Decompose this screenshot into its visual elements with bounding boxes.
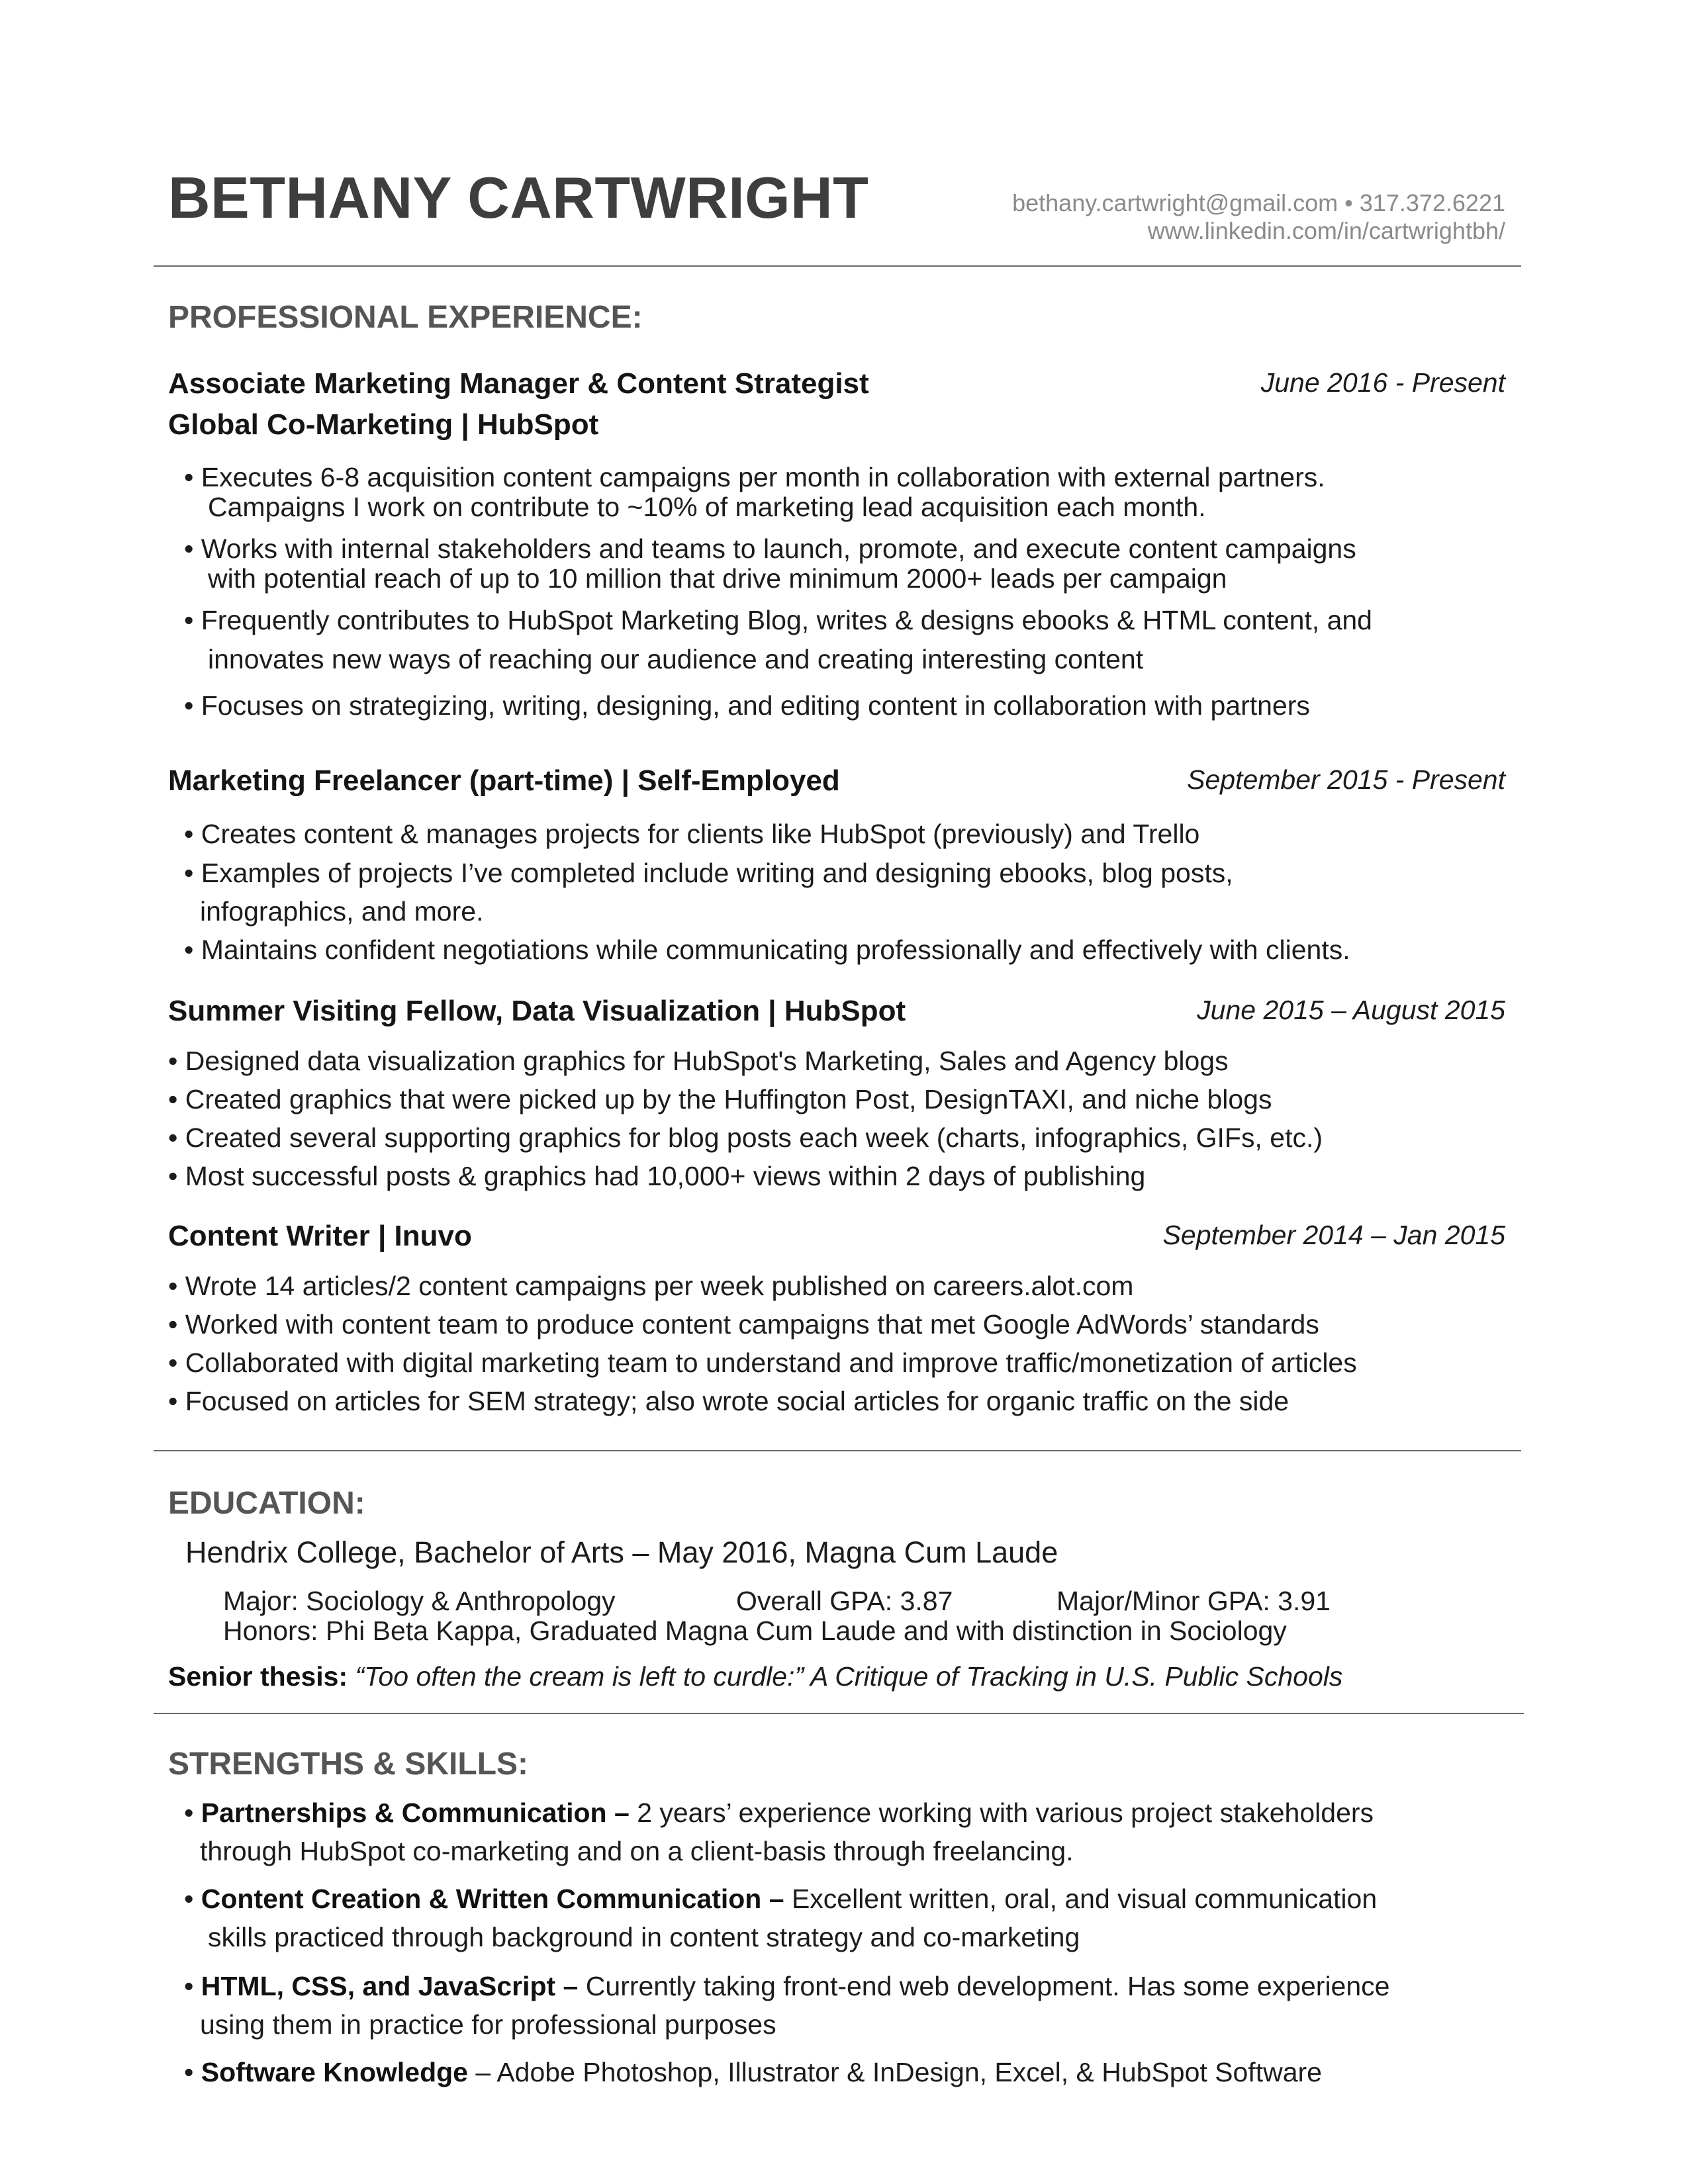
bullet-line: • Focused on articles for SEM strategy; also wrote social articles for organic traffic on the side [168, 1386, 1289, 1416]
job-date: September 2014 – Jan 2015 [1162, 1220, 1505, 1250]
skills-section-title: STRENGTHS & SKILLS: [168, 1747, 529, 1782]
thesis-label: Senior thesis: [168, 1661, 348, 1692]
bullet-dot: • [184, 2057, 194, 2087]
skill-label: Partnerships & Communication – [201, 1797, 630, 1828]
bullet-line: • Collaborated with digital marketing team to understand and improve traffic/monetization of articles [168, 1347, 1357, 1378]
bullet-line: • Executes 6-8 acquisition content campaigns per month in collaboration with external partners. [184, 462, 1325, 492]
bullet-line: • Most successful posts & graphics had 10,000+ views within 2 days of publishing [168, 1161, 1146, 1191]
education-gpa: Overall GPA: 3.87 [736, 1586, 953, 1616]
bullet-line: • Maintains confident negotiations while communicating professionally and effectively with clients. [184, 934, 1350, 965]
bullet-line: infographics, and more. [200, 896, 484, 927]
bullet-line: • Creates content & manages projects for clients like HubSpot (previously) and Trello [184, 819, 1200, 849]
job-subtitle: Global Co-Marketing | HubSpot [168, 408, 599, 441]
education-divider [154, 1713, 1524, 1714]
skill-continuation: through HubSpot co-marketing and on a client-basis through freelancing. [200, 1836, 1074, 1866]
bullet-dot: • [184, 1971, 194, 2001]
education-honors: Honors: Phi Beta Kappa, Graduated Magna Cum Laude and with distinction in Sociology [223, 1615, 1287, 1646]
contact-email-phone: bethany.cartwright@gmail.com • 317.372.6221 [1012, 189, 1505, 216]
experience-section-title: PROFESSIONAL EXPERIENCE: [168, 300, 643, 335]
skill-label: HTML, CSS, and JavaScript – [201, 1971, 579, 2001]
bullet-line: Campaigns I work on contribute to ~10% of marketing lead acquisition each month. [208, 492, 1206, 522]
education-degree: Hendrix College, Bachelor of Arts – May 2016, Magna Cum Laude [185, 1535, 1058, 1569]
bullet-line: • Created graphics that were picked up by the Huffington Post, DesignTAXI, and niche blogs [168, 1084, 1272, 1115]
skill-text: – Adobe Photoshop, Illustrator & InDesign, Excel, & HubSpot Software [475, 2057, 1322, 2087]
job-title: Content Writer | Inuvo [168, 1220, 472, 1252]
bullet-line: • Focuses on strategizing, writing, designing, and editing content in collaboration with partners [184, 690, 1310, 721]
skill-text: 2 years’ experience working with various project stakeholders [637, 1797, 1374, 1828]
contact-linkedin: www.linkedin.com/in/cartwrightbh/ [1147, 217, 1505, 244]
job-date: June 2016 - Present [1260, 367, 1505, 398]
job-date: September 2015 - Present [1187, 764, 1505, 795]
bullet-line: with potential reach of up to 10 million that drive minimum 2000+ leads per campaign [208, 563, 1227, 594]
education-major: Major: Sociology & Anthropology [223, 1586, 616, 1616]
bullet-line: • Wrote 14 articles/2 content campaigns per week published on careers.alot.com [168, 1271, 1134, 1301]
education-thesis [168, 1661, 1342, 1692]
skill-continuation: skills practiced through background in content strategy and co-marketing [208, 1922, 1080, 1952]
header-divider [154, 265, 1521, 267]
skill-item [184, 1971, 1389, 2002]
skill-item [184, 1884, 1377, 1915]
job-date: June 2015 – August 2015 [1197, 995, 1505, 1025]
skill-label: Software Knowledge [201, 2057, 468, 2087]
bullet-dot: • [184, 1884, 194, 1914]
experience-divider [154, 1450, 1521, 1451]
bullet-line: • Examples of projects I’ve completed include writing and designing ebooks, blog posts, [184, 858, 1233, 888]
bullet-line: • Works with internal stakeholders and teams to launch, promote, and execute content campaigns [184, 533, 1356, 564]
bullet-line: innovates new ways of reaching our audience and creating interesting content [208, 644, 1144, 674]
bullet-line: • Frequently contributes to HubSpot Marketing Blog, writes & designs ebooks & HTML content, and [184, 605, 1372, 635]
job-title: Summer Visiting Fellow, Data Visualization | HubSpot [168, 995, 906, 1027]
education-major-gpa: Major/Minor GPA: 3.91 [1056, 1586, 1331, 1616]
bullet-line: • Created several supporting graphics for blog posts each week (charts, infographics, GIFs, etc.) [168, 1122, 1323, 1153]
skill-continuation: using them in practice for professional purposes [200, 2009, 776, 2040]
education-section-title: EDUCATION: [168, 1486, 365, 1521]
job-title: Marketing Freelancer (part-time) | Self-Employed [168, 764, 840, 797]
skill-item [184, 2057, 1322, 2088]
skill-label: Content Creation & Written Communication – [201, 1884, 784, 1914]
bullet-dot: • [184, 1797, 194, 1828]
thesis-title: “Too often the cream is left to curdle:” A Critique of Tracking in U.S. Public Schools [355, 1661, 1343, 1692]
job-title: Associate Marketing Manager & Content Strategist [168, 367, 869, 400]
bullet-line: • Designed data visualization graphics for HubSpot's Marketing, Sales and Agency blogs [168, 1046, 1229, 1076]
candidate-name: BETHANY CARTWRIGHT [168, 165, 869, 230]
skill-text: Excellent written, oral, and visual communication [791, 1884, 1378, 1914]
bullet-line: • Worked with content team to produce content campaigns that met Google AdWords’ standards [168, 1309, 1319, 1340]
skill-item [184, 1797, 1374, 1829]
skill-text: Currently taking front-end web development. Has some experience [585, 1971, 1390, 2001]
